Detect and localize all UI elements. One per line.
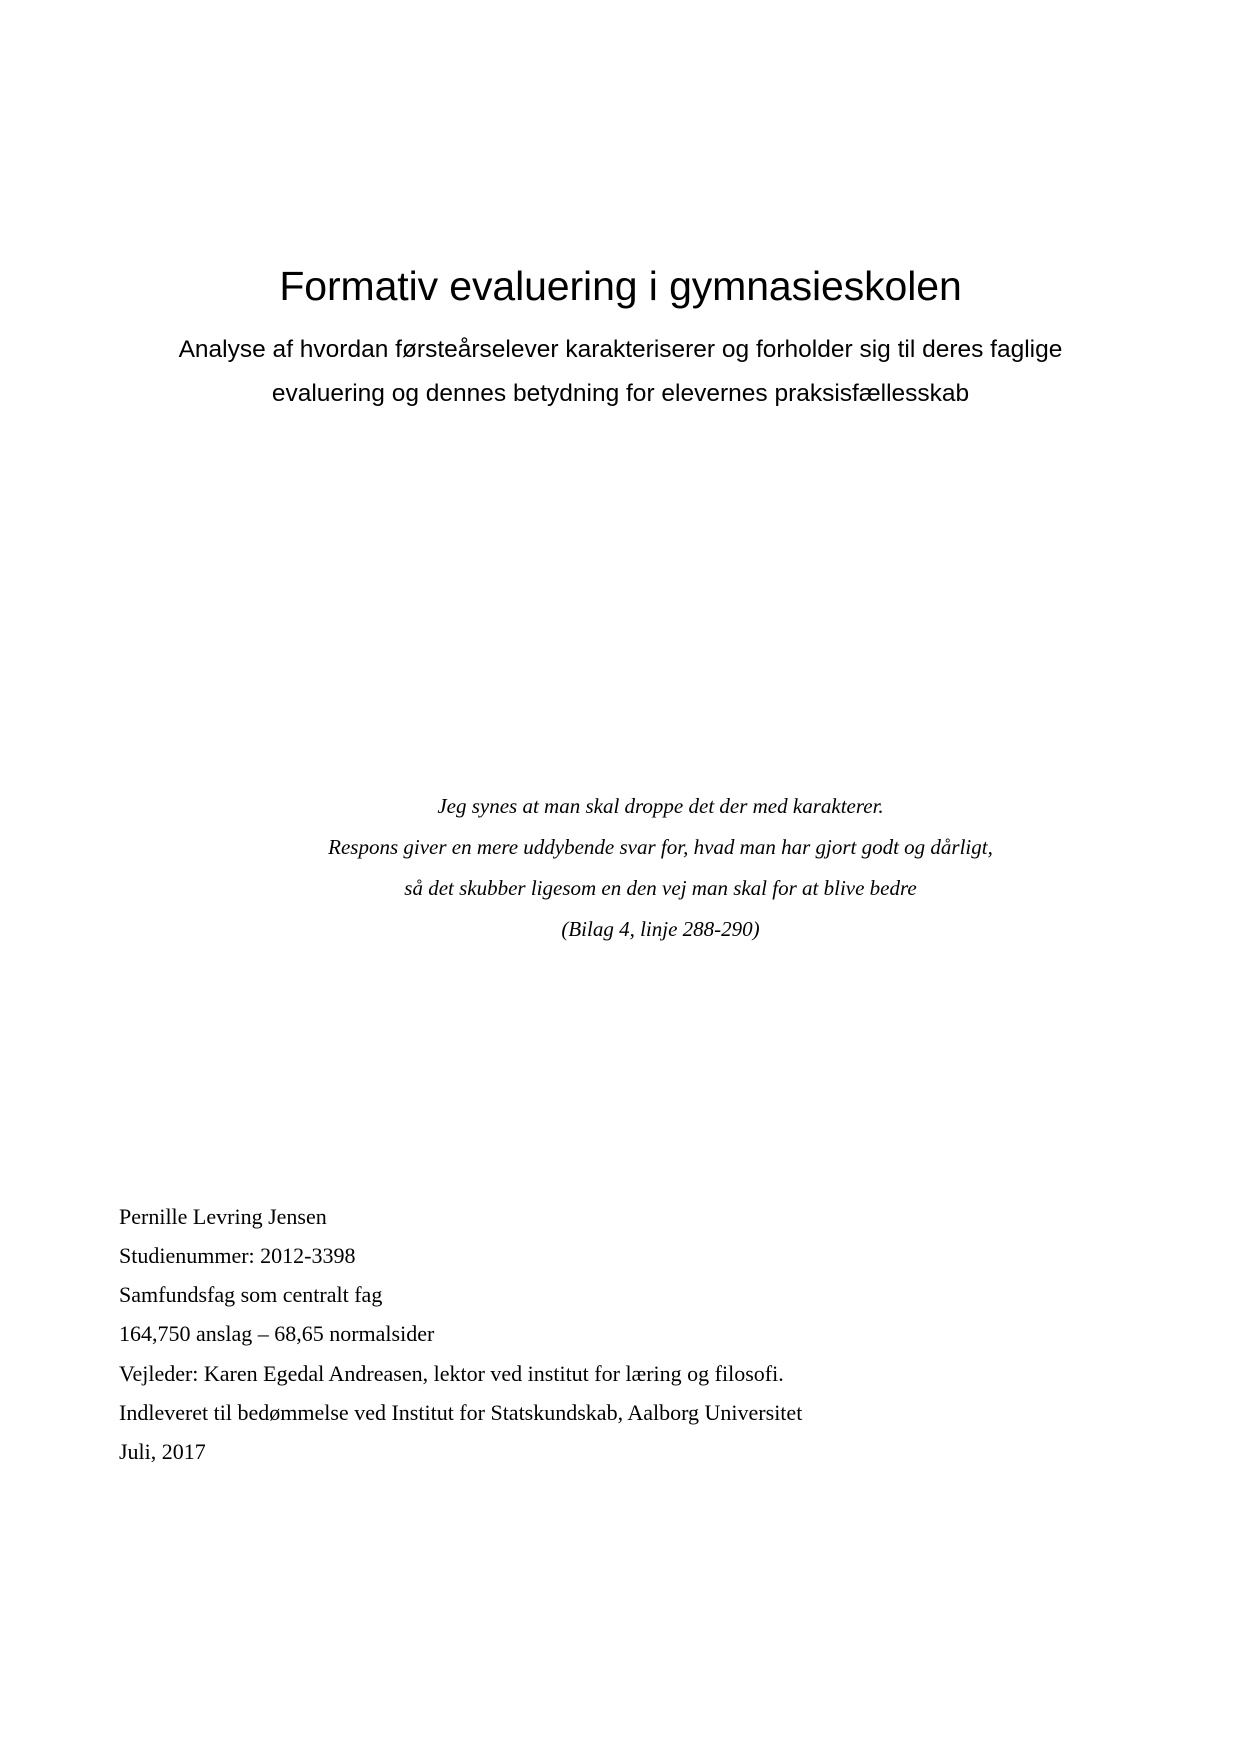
student-number: Studienummer: 2012-3398 [119, 1243, 356, 1269]
quote-line-1: Jeg synes at man skal droppe det der med karakterer. [437, 794, 884, 818]
author-name: Pernille Levring Jensen [119, 1204, 327, 1229]
quote-source-citation: (Bilag 4, linje 288-290) [561, 916, 760, 941]
author-metadata-block [119, 1197, 1079, 1471]
supervisor: Vejleder: Karen Egedal Andreasen, lektor ved institut for læring og filosofi. [119, 1360, 784, 1386]
document-subtitle-line-2: evaluering og dennes betydning for elevernes praksisfællesskab [271, 379, 970, 407]
pull-quote [164, 786, 1157, 950]
submission-institution: Indleveret til bedømmelse ved Institut for Statskundskab, Aalborg Universitet [119, 1399, 803, 1425]
title-block [124, 262, 1117, 416]
quote-line-3: så det skubber ligesom en den vej man skal for at blive bedre [404, 875, 917, 900]
central-subject: Samfundsfag som centralt fag [119, 1282, 383, 1308]
character-count: 164,750 anslag – 68,65 normalsider [119, 1321, 435, 1347]
page-title: Formativ evaluering i gymnasieskolen [279, 263, 962, 309]
quote-line-2: Respons giver en mere uddybende svar for, hvad man har gjort godt og dårligt, [328, 834, 993, 859]
document-subtitle-line-1: Analyse af hvordan førsteårselever karakteriserer og forholder sig til deres faglige [178, 336, 1063, 364]
submission-date: Juli, 2017 [119, 1438, 206, 1464]
